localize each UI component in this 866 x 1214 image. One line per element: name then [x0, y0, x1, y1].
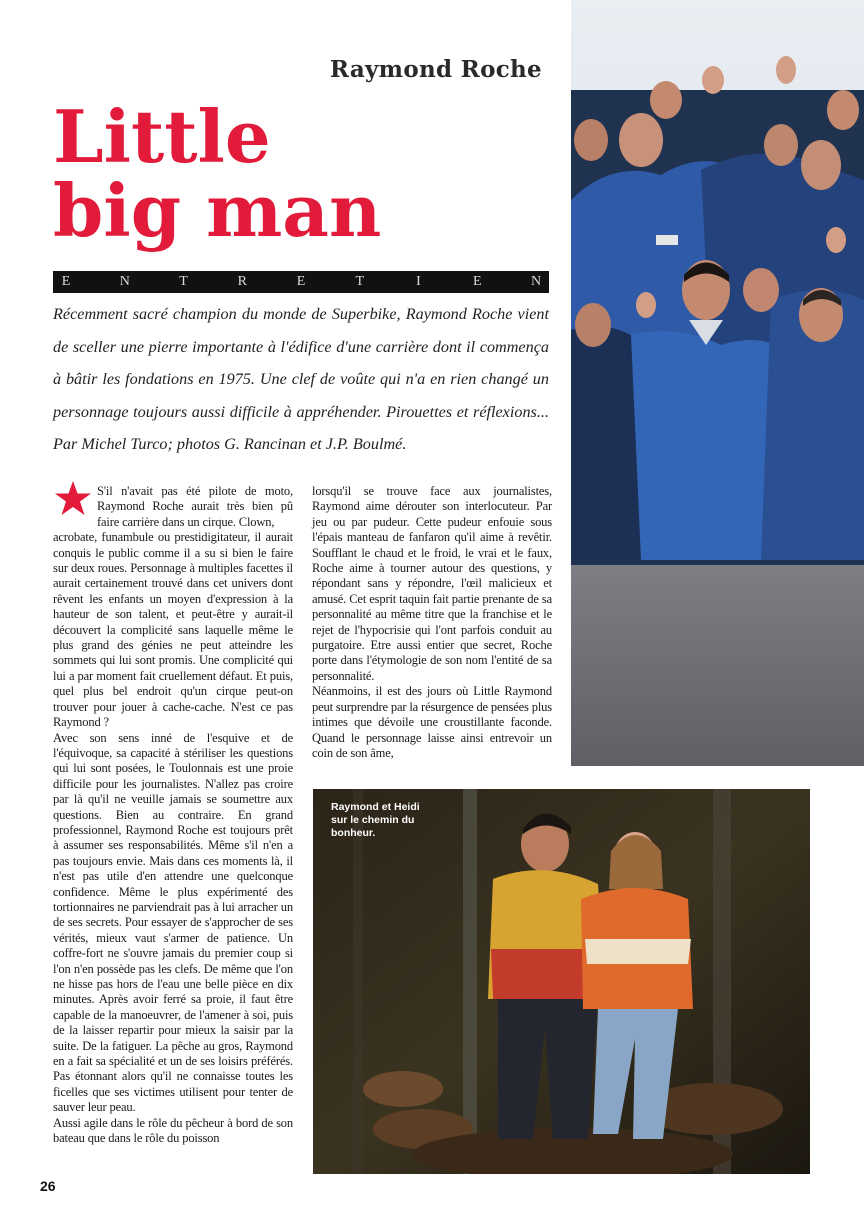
headline — [53, 94, 553, 253]
crowd-photo — [571, 0, 864, 766]
section-bar-letter: T — [355, 274, 365, 289]
body-paragraph: Avec son sens inné de l'esquive et de l'équivoque, sa capacité à stériliser les questions qui lui sont posées, le Toulonnais est une proie difficile pour les journalistes. N'allez pas croire par là qu'il ne veuille jamais se soumettre aux questions. Bien au contraire. En grand professionnel, Raymond Roche est toujours prêt à assumer ses responsabilités. Même s'il n'en a pas toujours envie. Mais dans ces moments là, il n'est pas utile d'en attendre une quelconque confidence. Même le plus expérimenté des tortionnaires ne parviendrait pas à lui arracher un de ses secrets. Pour essayer de s'approcher de ses vérités, mieux vaut s'armer de patience. Un coffre-fort ne s'ouvre jamais du premier coup si l'on n'en possède pas les clefs. De même que l'on ne hisse pas hors de l'eau une belle pièce en dix minutes. Après avoir ferré sa proie, il faut être capable de la manoeuvrer, de l'amener à soi, puis de la laisser repartir pour mieux la saisir par la suite. De la fatiguer. La pêche au gros, Raymond en a fait sa spécialité et un de ses loisirs préférés. Pas étonnant alors qu'il ne connaisse toutes les ficelles que ses victimes utilisent pour tenter de sauver leur peau. — [53, 730, 293, 1115]
section-bar — [53, 271, 549, 293]
body-column-2 — [312, 484, 552, 761]
body-lead: S'il n'avait pas été pilote de moto, Raymond Roche aurait très bien pû faire carrière dans un cirque. Clown, — [97, 484, 293, 529]
section-bar-letter: E — [472, 274, 482, 289]
section-bar-letter: N — [530, 274, 542, 289]
section-bar-letter: T — [179, 274, 188, 289]
photo-caption: Raymond et Heidi sur le chemin du bonheur. — [331, 801, 420, 839]
article-subtitle: Raymond Roche — [329, 56, 542, 83]
body-paragraph: Aussi agile dans le rôle du pêcheur à bord de son bateau que dans le rôle du poisson — [53, 1115, 293, 1146]
section-bar-letter: N — [119, 274, 130, 289]
section-bar-letter: R — [237, 274, 247, 289]
body-column-1 — [53, 484, 293, 1146]
headline-line-2: big man — [53, 168, 382, 253]
section-bar-letter: I — [416, 274, 421, 289]
headline-line-1: Little — [53, 94, 271, 179]
page-number: 26 — [40, 1178, 56, 1194]
body-paragraph: Néanmoins, il est des jours où Little Raymond peut surprendre par la résurgence de pensées plus intimes que dévoile une croustillante faconde. Quand le personnage laisse ainsi entrevoir un coin de son âme, — [312, 684, 552, 760]
section-bar-letter: E — [296, 274, 306, 289]
couple-photo — [313, 789, 810, 1174]
body-paragraph: lorsqu'il se trouve face aux journalistes, Raymond aime dérouter son interlocuteur. Par jeu ou par pudeur. Cette pudeur enfouie sous l'épais manteau de fanfaron qu'il aime à revêtir. Soufflant le chaud et le froid, le vrai et le faux, Roche aime à tourner autour des questions, y répondant sans y répondre, l'œil malicieux et amusé. Cet esprit taquin fait partie prenante de sa personnalité au même titre que la franchise et le rejet de l'hypocrisie qui l'ont parfois conduit au purgatoire. Etre aussi entier que secret, Roche porte dans l'étymologie de son nom l'entité de sa personnalité. — [312, 484, 552, 683]
section-bar-letter: E — [61, 274, 71, 289]
couple-photo-image — [313, 789, 810, 1174]
body-paragraph: acrobate, funambule ou prestidigitateur, il aurait conquis le public comme il a su si bien le faire sur deux roues. Personnage à multiples facettes il aurait certainement trouvé dans cet univers dont rêvent les enfants un moyen d'expression à la hauteur de son talent, et peut-être y aurait-il découvert la complicité sans laquelle même le plus grand des génies ne peut atteindre les sommets qui lui sont promis. Une complicité qui lui a par moment fait cruellement défaut. Et puis, quel plus bel endroit qu'un cirque peut-on trouver pour jouer à cache-cache. N'est ce pas Raymond ? — [53, 530, 293, 730]
standfirst: Récemment sacré champion du monde de Superbike, Raymond Roche vient de sceller une pierre importante à l'édifice d'une carrière dont il commença à bâtir les fondations en 1975. Une clef de voûte qui n'a en rien changé un personnage toujours aussi difficile à appréhender. Pirouettes et réflexions... Par Michel Turco; photos G. Rancinan et J.P. Boulmé. — [53, 305, 549, 453]
